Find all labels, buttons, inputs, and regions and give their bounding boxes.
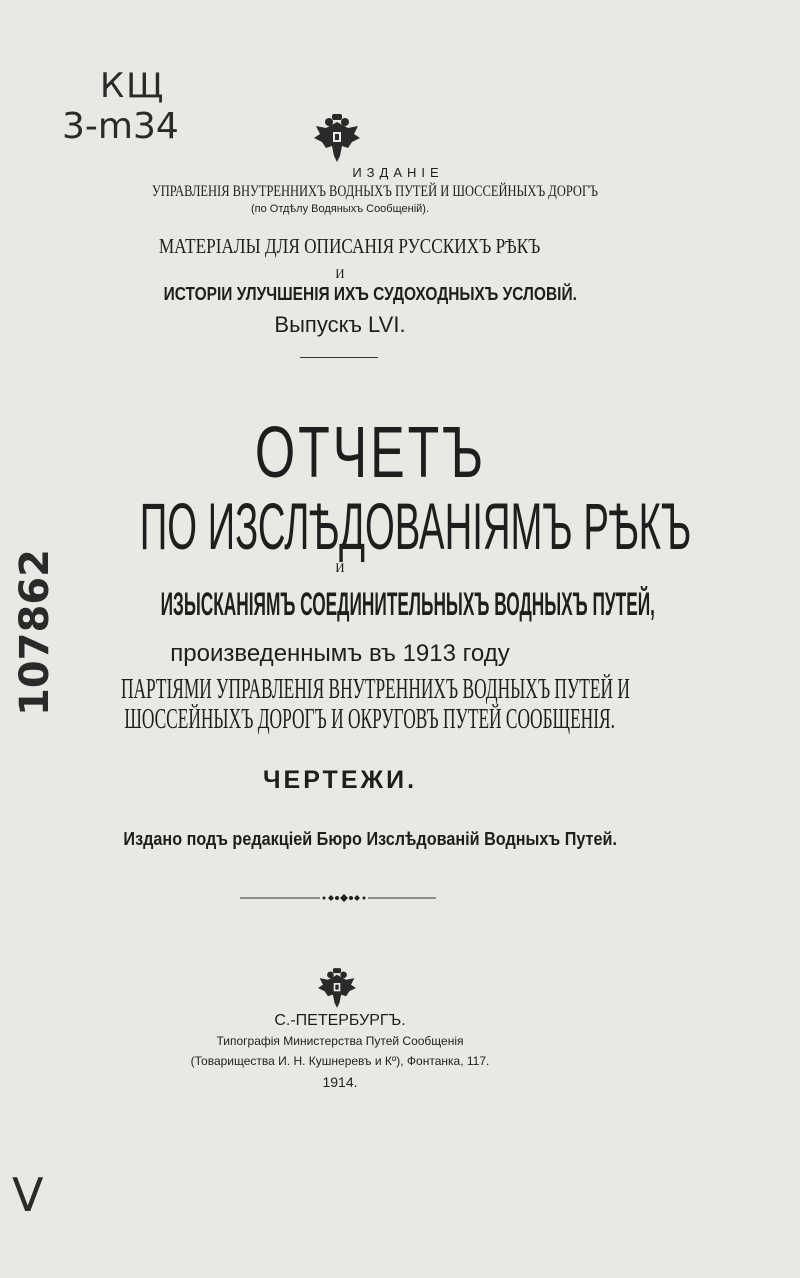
title-line-3	[0, 586, 800, 623]
header-divider	[300, 357, 378, 358]
title-parties: ПАРТІЯМИ УПРАВЛЕНІЯ ВНУТРЕННИХЪ ВОДНЫХЪ ПУТЕЙ И	[120, 674, 630, 705]
title-main: ОТЧЕТЪ	[254, 413, 486, 493]
subtitle-drawings: ЧЕРТЕЖИ.	[262, 766, 418, 794]
title-line-4: произведеннымъ въ 1913 году	[170, 640, 510, 667]
series-line-2	[0, 284, 800, 305]
dotted-ornament-rule	[240, 888, 440, 908]
issue-number: Выпускъ LVI.	[274, 312, 406, 337]
handwritten-checkmark: V	[12, 1168, 44, 1222]
imprint-printer: Типографія Министерства Путей Сообщенія	[216, 1034, 464, 1048]
edition-label: ИЗДАНІЕ	[352, 165, 444, 180]
handwritten-shelfmark-1: КЩ	[100, 66, 166, 106]
title-surveys: ИЗЫСКАНІЯМЪ СОЕДИНИТЕЛЬНЫХЪ ВОДНЫХЪ ПУТЕЙ,	[160, 586, 655, 622]
series-line-1	[0, 234, 800, 259]
department-line: (по Отдѣлу Водяныхъ Сообщеній).	[250, 203, 430, 215]
title-line-2	[0, 488, 800, 564]
title-rivers: ПО ИЗСЛѢДОВАНІЯМЪ РѢКЪ	[139, 489, 692, 563]
imprint-printer-detail: (Товарищества И. Н. Кушнеревъ и Кº), Фонтанка, 117.	[190, 1054, 490, 1068]
publisher-line	[0, 183, 800, 201]
series-text-1: МАТЕРІАЛЫ ДЛЯ ОПИСАНІЯ РУССКИХЪ РѢКЪ	[159, 234, 541, 258]
imprint-city: С.-ПЕТЕРБУРГЪ.	[274, 1012, 406, 1029]
title-line-6	[0, 704, 800, 736]
title-and: И	[335, 560, 345, 575]
handwritten-inventory-number: 107862	[12, 549, 58, 716]
title-line-5	[0, 674, 800, 706]
imprint-year: 1914.	[322, 1074, 358, 1090]
series-and: И	[335, 266, 345, 281]
title-line-1	[0, 412, 800, 494]
double-headed-eagle-icon	[318, 966, 356, 1010]
editor-note-line	[0, 829, 800, 850]
editor-note: Издано подъ редакціей Бюро Изслѣдованій Водныхъ Путей.	[123, 829, 617, 849]
series-text-2: ИСТОРІИ УЛУЧШЕНІЯ ИХЪ СУДОХОДНЫХЪ УСЛОВІЙ.	[163, 284, 577, 304]
double-headed-eagle-icon	[314, 112, 360, 164]
title-roads: ШОССЕЙНЫХЪ ДОРОГЪ И ОКРУГОВЪ ПУТЕЙ СООБЩЕНІЯ.	[124, 704, 616, 735]
publisher-text: УПРАВЛЕНІЯ ВНУТРЕННИХЪ ВОДНЫХЪ ПУТЕЙ И ШОССЕЙНЫХЪ ДОРОГЪ	[151, 183, 599, 200]
handwritten-shelfmark-2: 3-m34	[62, 106, 179, 147]
